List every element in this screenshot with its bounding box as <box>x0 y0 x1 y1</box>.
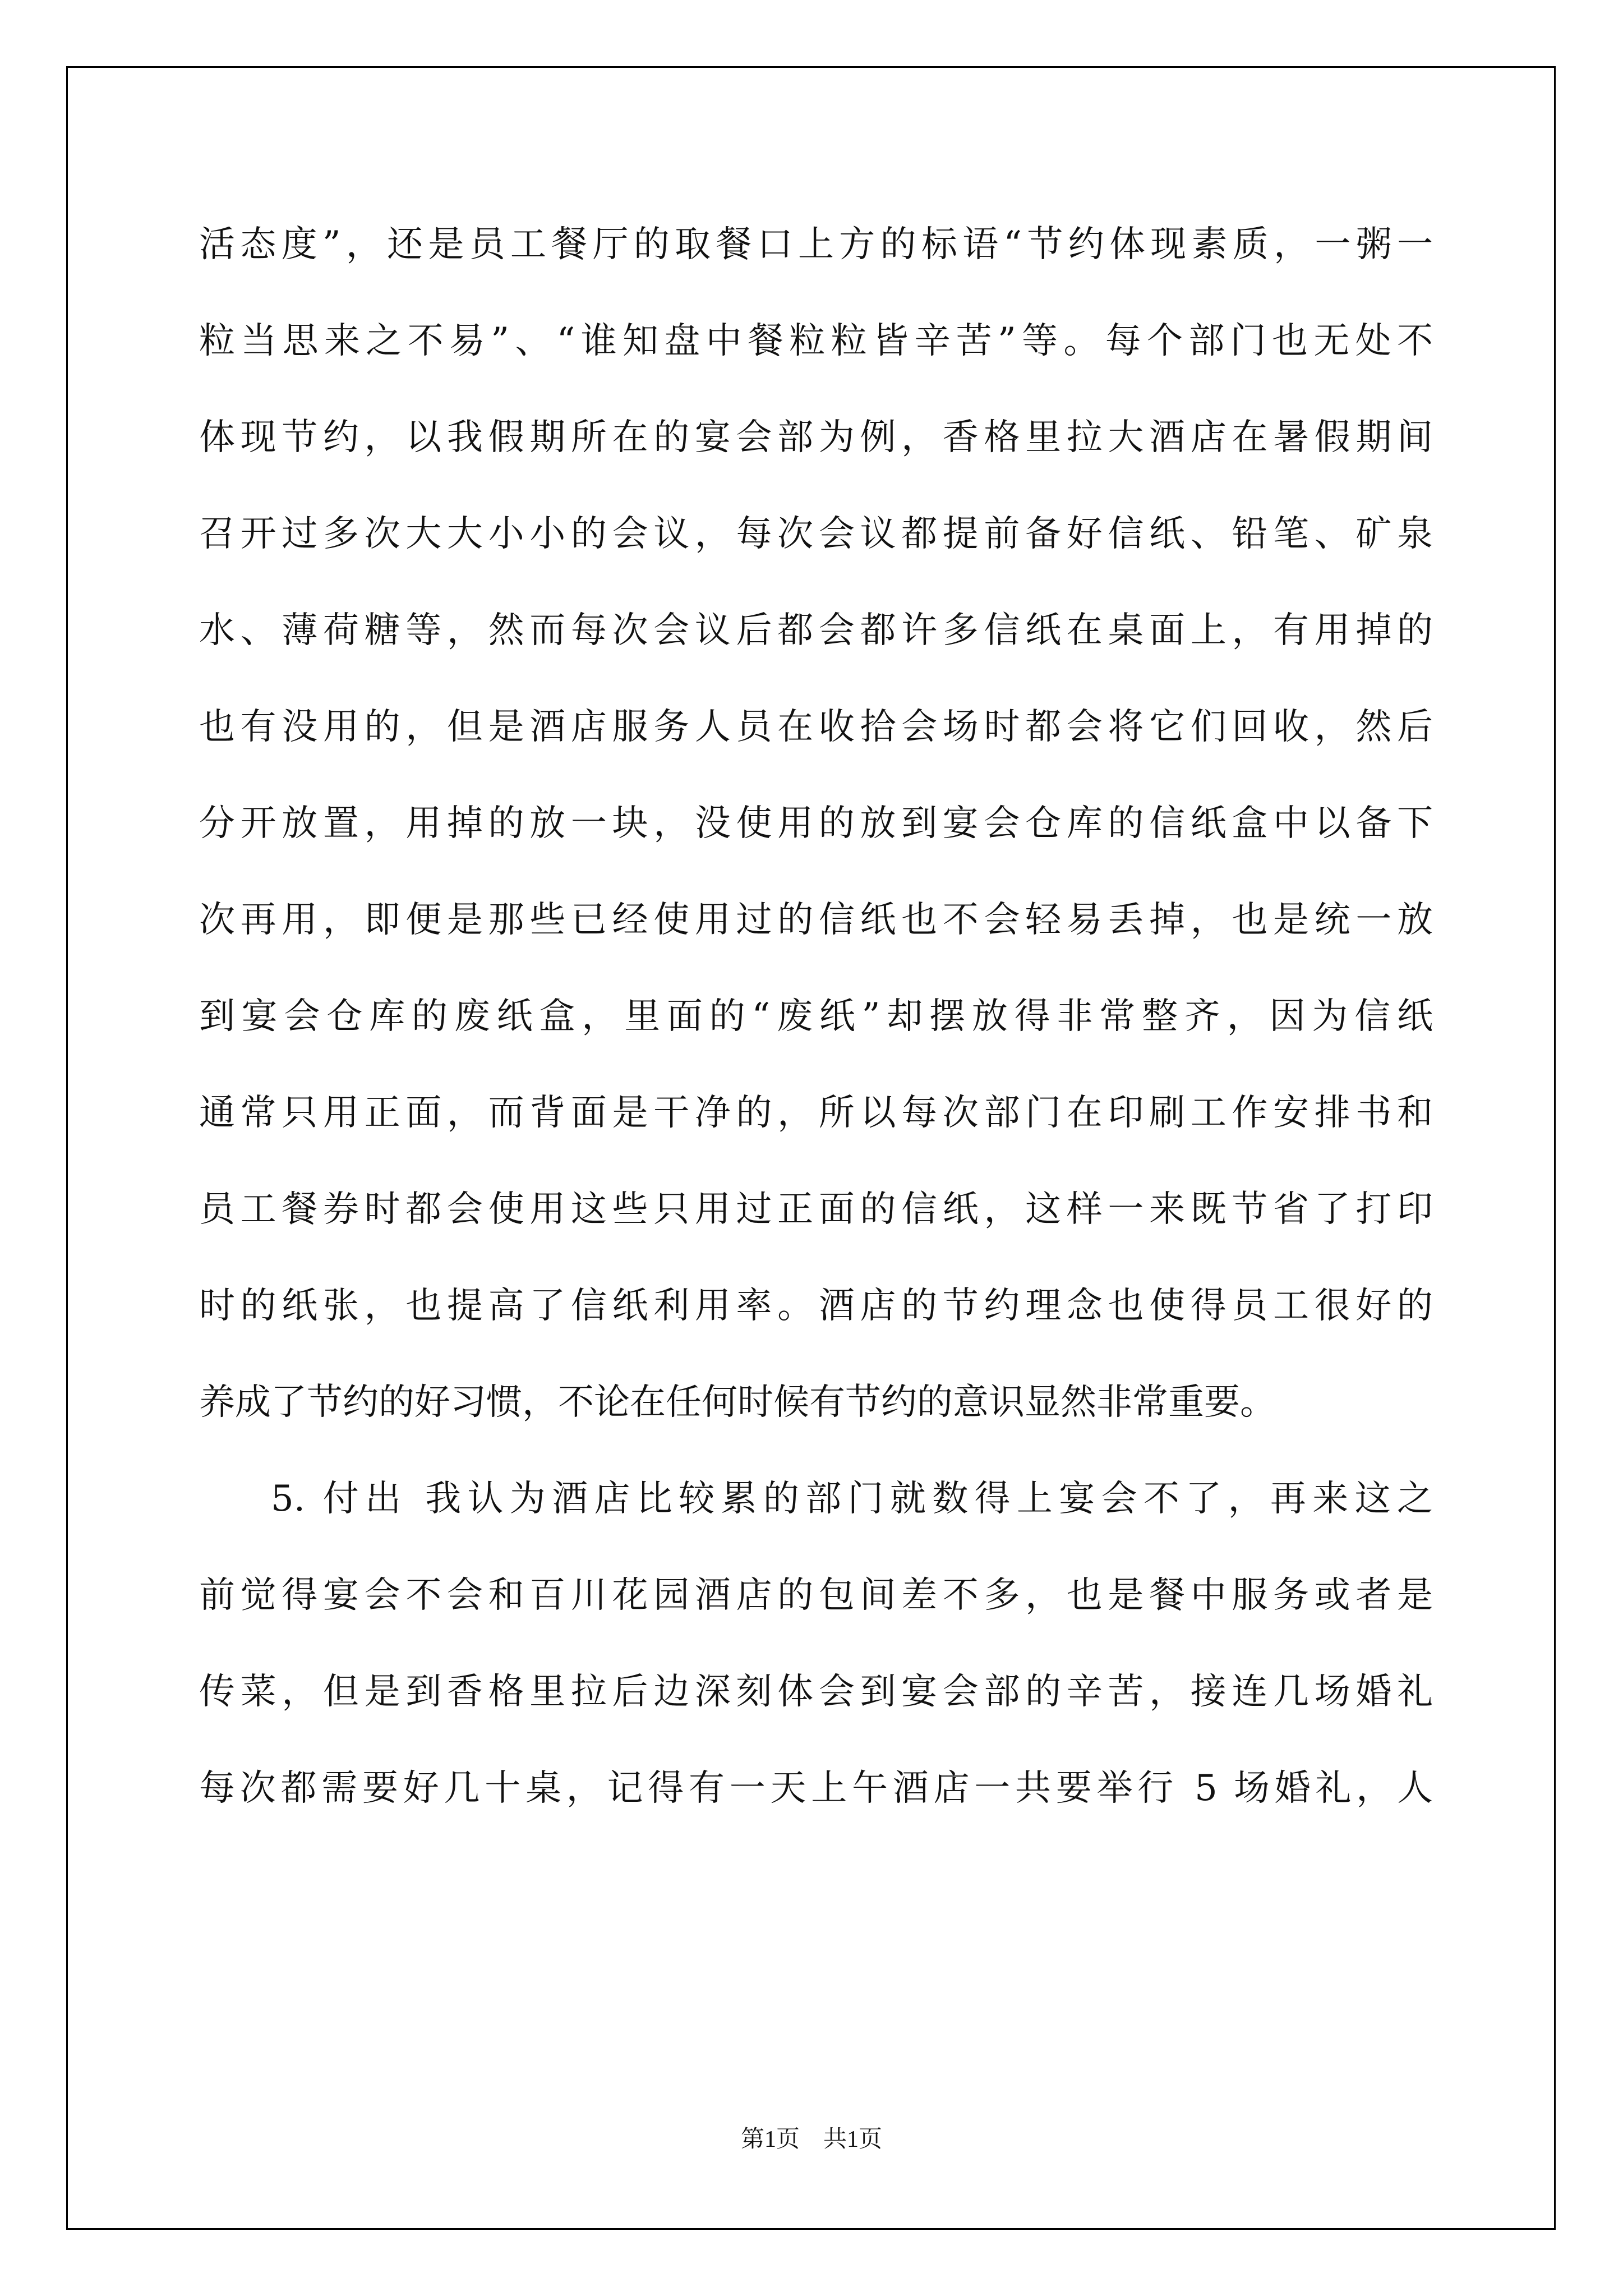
text-line: 体现节约，以我假期所在的宴会部为例，香格里拉大酒店在暑假期间 <box>199 417 1433 458</box>
text-line: 时的纸张，也提高了信纸利用率。酒店的节约理念也使得员工很好的 <box>199 1285 1433 1327</box>
text-line: 水、薄荷糖等，然而每次会议后都会都许多信纸在桌面上，有用掉的 <box>199 610 1433 651</box>
text-line: 活态度”，还是员工餐厅的取餐口上方的标语“节约体现素质，一粥一 <box>199 224 1433 265</box>
text-line: 分开放置，用掉的放一块，没使用的放到宴会仓库的信纸盒中以备下 <box>199 803 1433 844</box>
text-line: 召开过多次大大小小的会议，每次会议都提前备好信纸、铅笔、矿泉 <box>199 513 1433 555</box>
text-line: 每次都需要好几十桌，记得有一天上午酒店一共要举行 5 场婚礼，人 <box>199 1768 1433 1809</box>
text-line: 通常只用正面，而背面是干净的，所以每次部门在印刷工作安排书和 <box>199 1092 1433 1134</box>
text-line: 粒当思来之不易”、“谁知盘中餐粒粒皆辛苦”等。每个部门也无处不 <box>199 320 1433 362</box>
text-line: 前觉得宴会不会和百川花园酒店的包间差不多，也是餐中服务或者是 <box>199 1575 1433 1616</box>
document-body <box>199 196 1433 1837</box>
text-line: 到宴会仓库的废纸盒，里面的“废纸”却摆放得非常整齐，因为信纸 <box>199 996 1433 1037</box>
text-line: 传菜，但是到香格里拉后边深刻体会到宴会部的辛苦，接连几场婚礼 <box>199 1671 1433 1713</box>
text-line: 员工餐券时都会使用这些只用过正面的信纸，这样一来既节省了打印 <box>199 1189 1433 1230</box>
paragraph-start-line: 5. 付出 我认为酒店比较累的部门就数得上宴会不了，再来这之 <box>271 1478 1433 1520</box>
text-line: 次再用，即便是那些已经使用过的信纸也不会轻易丢掉，也是统一放 <box>199 899 1433 941</box>
text-line: 养成了节约的好习惯，不论在任何时候有节约的意识显然非常重要。 <box>199 1382 1276 1423</box>
text-line: 也有没用的，但是酒店服务人员在收拾会场时都会将它们回收，然后 <box>199 706 1433 748</box>
page-footer: 第1页 共1页 <box>740 2127 882 2152</box>
